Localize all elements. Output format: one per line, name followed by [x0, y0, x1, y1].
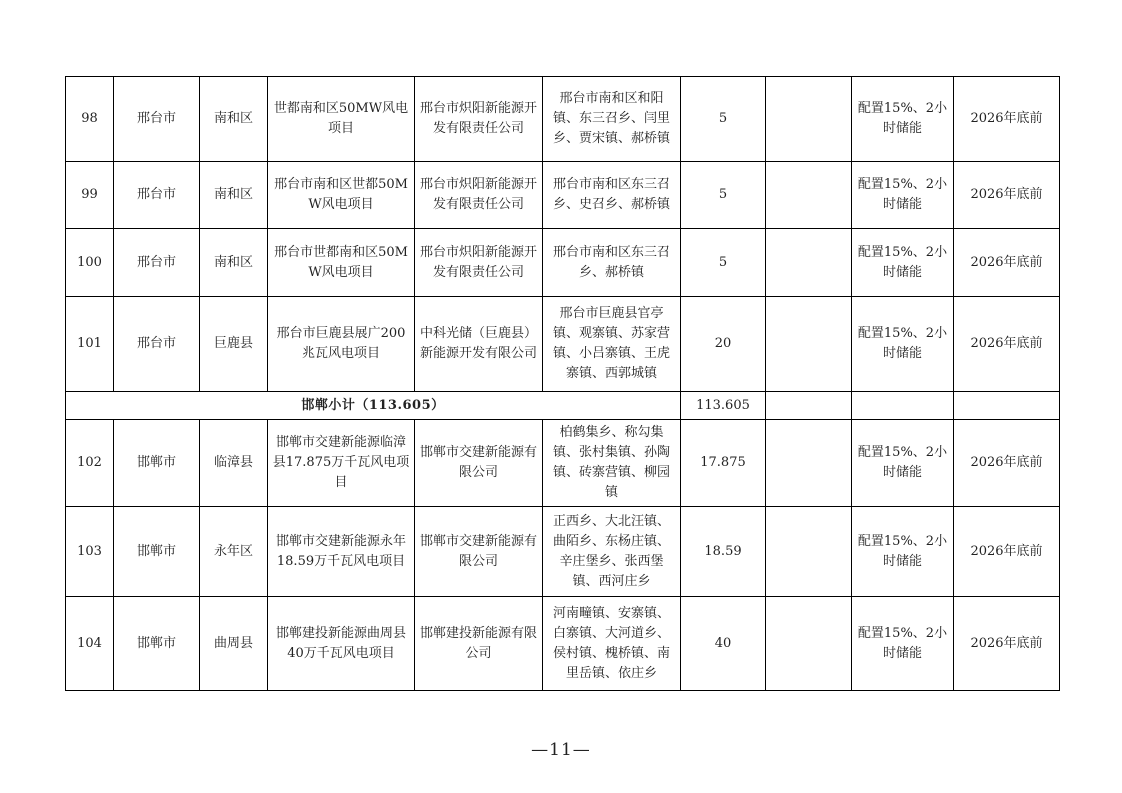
deadline-cell: 2026年底前 — [954, 507, 1060, 597]
city-cell: 邯郸市 — [114, 507, 200, 597]
capacity-cell: 20 — [681, 297, 766, 392]
row-number: 104 — [66, 597, 114, 691]
project-name-cell: 邢台市世都南和区50MW风电项目 — [268, 229, 415, 297]
location-cell: 柏鹤集乡、称勾集镇、张村集镇、孙陶镇、砖寨营镇、柳园镇 — [543, 420, 681, 507]
row-number: 102 — [66, 420, 114, 507]
capacity-cell: 5 — [681, 77, 766, 162]
blank-cell — [766, 297, 852, 392]
deadline-cell: 2026年底前 — [954, 229, 1060, 297]
project-name-cell: 邢台市南和区世都50MW风电项目 — [268, 162, 415, 229]
project-table — [65, 76, 1060, 691]
capacity-cell: 40 — [681, 597, 766, 691]
storage-cell: 配置15%、2小时储能 — [852, 420, 954, 507]
storage-cell: 配置15%、2小时储能 — [852, 229, 954, 297]
project-name-cell: 邯郸市交建新能源永年18.59万千瓦风电项目 — [268, 507, 415, 597]
company-cell: 邯郸建投新能源有限公司 — [415, 597, 543, 691]
blank-cell — [766, 162, 852, 229]
subtotal-value: 113.605 — [681, 392, 766, 420]
subtotal-row — [66, 392, 1060, 420]
project-name-cell: 世都南和区50MW风电项目 — [268, 77, 415, 162]
storage-cell: 配置15%、2小时储能 — [852, 507, 954, 597]
location-cell: 正西乡、大北汪镇、曲陌乡、东杨庄镇、辛庄堡乡、张西堡镇、西河庄乡 — [543, 507, 681, 597]
blank-cell — [852, 392, 954, 420]
county-cell: 永年区 — [200, 507, 268, 597]
county-cell: 巨鹿县 — [200, 297, 268, 392]
row-number: 101 — [66, 297, 114, 392]
table-row — [66, 77, 1060, 162]
project-name-cell: 邯郸市交建新能源临漳县17.875万千瓦风电项目 — [268, 420, 415, 507]
capacity-cell: 17.875 — [681, 420, 766, 507]
deadline-cell: 2026年底前 — [954, 297, 1060, 392]
location-cell: 邢台市南和区和阳镇、东三召乡、闫里乡、贾宋镇、郝桥镇 — [543, 77, 681, 162]
capacity-cell: 5 — [681, 162, 766, 229]
city-cell: 邢台市 — [114, 77, 200, 162]
location-cell: 邢台市南和区东三召乡、郝桥镇 — [543, 229, 681, 297]
county-cell: 南和区 — [200, 162, 268, 229]
city-cell: 邢台市 — [114, 297, 200, 392]
capacity-cell: 5 — [681, 229, 766, 297]
subtotal-label: 邯郸小计（113.605） — [66, 392, 681, 420]
blank-cell — [766, 77, 852, 162]
storage-cell: 配置15%、2小时储能 — [852, 597, 954, 691]
company-cell: 邯郸市交建新能源有限公司 — [415, 507, 543, 597]
company-cell: 中科光储（巨鹿县）新能源开发有限公司 — [415, 297, 543, 392]
company-cell: 邢台市炽阳新能源开发有限责任公司 — [415, 162, 543, 229]
county-cell: 南和区 — [200, 77, 268, 162]
table-row — [66, 597, 1060, 691]
company-cell: 邢台市炽阳新能源开发有限责任公司 — [415, 229, 543, 297]
county-cell: 南和区 — [200, 229, 268, 297]
row-number: 100 — [66, 229, 114, 297]
project-name-cell: 邢台市巨鹿县展广200兆瓦风电项目 — [268, 297, 415, 392]
location-cell: 河南疃镇、安寨镇、白寨镇、大河道乡、侯村镇、槐桥镇、南里岳镇、依庄乡 — [543, 597, 681, 691]
blank-cell — [766, 420, 852, 507]
city-cell: 邯郸市 — [114, 597, 200, 691]
city-cell: 邢台市 — [114, 162, 200, 229]
table-row — [66, 297, 1060, 392]
location-cell: 邢台市南和区东三召乡、史召乡、郝桥镇 — [543, 162, 681, 229]
table-row — [66, 420, 1060, 507]
row-number: 99 — [66, 162, 114, 229]
blank-cell — [954, 392, 1060, 420]
blank-cell — [766, 229, 852, 297]
blank-cell — [766, 392, 852, 420]
location-cell: 邢台市巨鹿县官亭镇、观寨镇、苏家营镇、小吕寨镇、王虎寨镇、西郭城镇 — [543, 297, 681, 392]
storage-cell: 配置15%、2小时储能 — [852, 162, 954, 229]
city-cell: 邢台市 — [114, 229, 200, 297]
company-cell: 邯郸市交建新能源有限公司 — [415, 420, 543, 507]
city-cell: 邯郸市 — [114, 420, 200, 507]
table-row — [66, 507, 1060, 597]
project-name-cell: 邯郸建投新能源曲周县40万千瓦风电项目 — [268, 597, 415, 691]
company-cell: 邢台市炽阳新能源开发有限责任公司 — [415, 77, 543, 162]
storage-cell: 配置15%、2小时储能 — [852, 77, 954, 162]
deadline-cell: 2026年底前 — [954, 162, 1060, 229]
row-number: 98 — [66, 77, 114, 162]
storage-cell: 配置15%、2小时储能 — [852, 297, 954, 392]
county-cell: 曲周县 — [200, 597, 268, 691]
county-cell: 临漳县 — [200, 420, 268, 507]
deadline-cell: 2026年底前 — [954, 77, 1060, 162]
deadline-cell: 2026年底前 — [954, 420, 1060, 507]
blank-cell — [766, 507, 852, 597]
deadline-cell: 2026年底前 — [954, 597, 1060, 691]
table-row — [66, 229, 1060, 297]
page-number: —11— — [531, 740, 591, 760]
blank-cell — [766, 597, 852, 691]
table-row — [66, 162, 1060, 229]
row-number: 103 — [66, 507, 114, 597]
capacity-cell: 18.59 — [681, 507, 766, 597]
